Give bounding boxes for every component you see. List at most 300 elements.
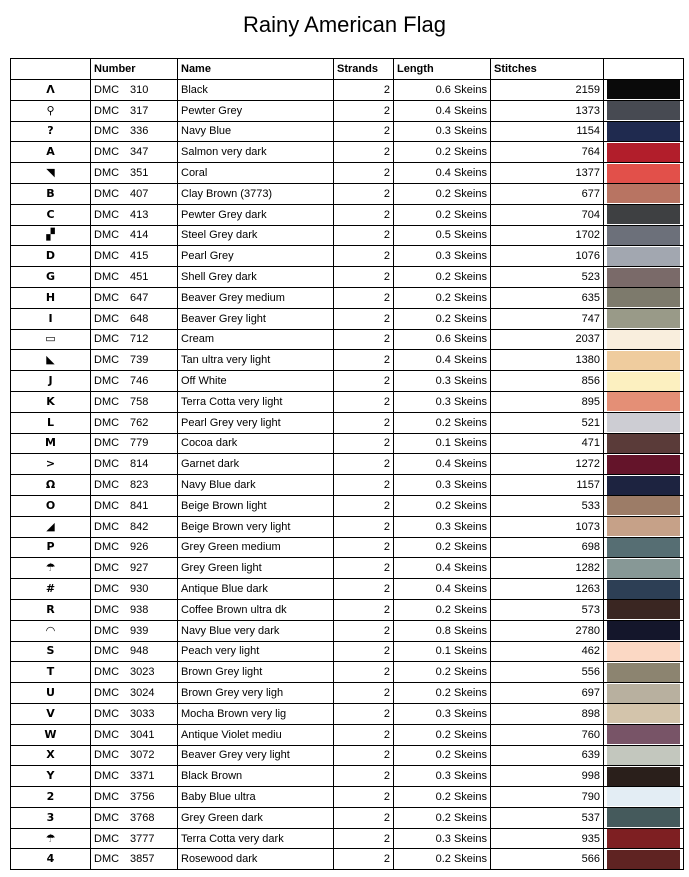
color-swatch <box>607 226 680 245</box>
floss-code: 351 <box>130 167 149 180</box>
strands-cell: 2 <box>334 683 394 704</box>
strands-cell: 2 <box>334 516 394 537</box>
stitches-cell: 677 <box>491 183 604 204</box>
brand-label: DMC <box>94 749 120 762</box>
color-swatch <box>607 205 680 224</box>
table-row <box>11 454 684 475</box>
strands-cell: 2 <box>334 391 394 412</box>
number-cell <box>91 371 178 392</box>
floss-code: 739 <box>130 354 149 367</box>
symbol-cell: P <box>11 537 91 558</box>
color-swatch-cell <box>604 807 684 828</box>
number-cell <box>91 412 178 433</box>
number-cell <box>91 204 178 225</box>
table-row <box>11 371 684 392</box>
color-swatch-cell <box>604 703 684 724</box>
stitches-cell: 895 <box>491 391 604 412</box>
name-cell: Beige Brown light <box>178 495 334 516</box>
brand-label: DMC <box>94 666 120 679</box>
brand-label: DMC <box>94 375 120 388</box>
length-cell: 0.4 Skeins <box>394 163 491 184</box>
length-cell: 0.2 Skeins <box>394 142 491 163</box>
brand-label: DMC <box>94 354 120 367</box>
length-cell: 0.3 Skeins <box>394 475 491 496</box>
number-cell <box>91 849 178 870</box>
name-cell: Cream <box>178 329 334 350</box>
color-swatch <box>607 372 680 391</box>
table-header-row <box>11 59 684 80</box>
color-swatch-cell <box>604 537 684 558</box>
brand-label: DMC <box>94 499 120 512</box>
floss-code: 3768 <box>130 811 155 824</box>
name-cell: Grey Green medium <box>178 537 334 558</box>
color-swatch-cell <box>604 142 684 163</box>
strands-cell: 2 <box>334 454 394 475</box>
number-cell <box>91 246 178 267</box>
table-row <box>11 475 684 496</box>
strands-cell: 2 <box>334 412 394 433</box>
length-cell: 0.5 Skeins <box>394 225 491 246</box>
stitches-cell: 760 <box>491 724 604 745</box>
strands-cell: 2 <box>334 558 394 579</box>
strands-cell: 2 <box>334 308 394 329</box>
floss-code: 926 <box>130 541 149 554</box>
stitches-cell: 537 <box>491 807 604 828</box>
number-cell <box>91 662 178 683</box>
symbol-cell: G <box>11 267 91 288</box>
header-strands: Strands <box>334 59 394 80</box>
color-swatch-cell <box>604 267 684 288</box>
strands-cell: 2 <box>334 121 394 142</box>
stitches-cell: 523 <box>491 267 604 288</box>
brand-label: DMC <box>94 520 120 533</box>
length-cell: 0.3 Skeins <box>394 246 491 267</box>
color-swatch <box>607 787 680 806</box>
brand-label: DMC <box>94 146 120 159</box>
color-swatch <box>607 496 680 515</box>
length-cell: 0.2 Skeins <box>394 183 491 204</box>
symbol-cell: Ω <box>11 475 91 496</box>
header-name: Name <box>178 59 334 80</box>
symbol-cell: R <box>11 599 91 620</box>
stitches-cell: 573 <box>491 599 604 620</box>
color-swatch <box>607 829 680 848</box>
length-cell: 0.3 Skeins <box>394 828 491 849</box>
number-cell <box>91 267 178 288</box>
stitches-cell: 1154 <box>491 121 604 142</box>
strands-cell: 2 <box>334 287 394 308</box>
color-swatch-cell <box>604 641 684 662</box>
name-cell: Navy Blue <box>178 121 334 142</box>
color-swatch-cell <box>604 80 684 101</box>
length-cell: 0.2 Skeins <box>394 495 491 516</box>
table-row <box>11 142 684 163</box>
number-cell <box>91 329 178 350</box>
symbol-cell: ◣ <box>11 350 91 371</box>
brand-label: DMC <box>94 790 120 803</box>
color-swatch <box>607 351 680 370</box>
length-cell: 0.4 Skeins <box>394 579 491 600</box>
stitches-cell: 1373 <box>491 100 604 121</box>
color-swatch <box>607 621 680 640</box>
floss-code: 414 <box>130 229 149 242</box>
strands-cell: 2 <box>334 329 394 350</box>
length-cell: 0.2 Skeins <box>394 537 491 558</box>
brand-label: DMC <box>94 853 120 866</box>
number-cell <box>91 766 178 787</box>
stitches-cell: 635 <box>491 287 604 308</box>
number-cell <box>91 308 178 329</box>
length-cell: 0.2 Skeins <box>394 787 491 808</box>
strands-cell: 2 <box>334 142 394 163</box>
header-number: Number <box>91 59 178 80</box>
table-row <box>11 599 684 620</box>
strands-cell: 2 <box>334 579 394 600</box>
symbol-cell: C <box>11 204 91 225</box>
floss-code: 3024 <box>130 687 155 699</box>
name-cell: Terra Cotta very light <box>178 391 334 412</box>
floss-code: 3371 <box>130 770 155 783</box>
color-swatch-cell <box>604 766 684 787</box>
brand-label: DMC <box>94 645 120 658</box>
brand-label: DMC <box>94 250 120 263</box>
stitches-cell: 533 <box>491 495 604 516</box>
name-cell: Peach very light <box>178 641 334 662</box>
name-cell: Clay Brown (3773) <box>178 183 334 204</box>
floss-code: 938 <box>130 603 149 616</box>
length-cell: 0.3 Skeins <box>394 516 491 537</box>
brand-label: DMC <box>94 271 120 284</box>
floss-code: 927 <box>130 562 149 575</box>
name-cell: Pewter Grey dark <box>178 204 334 225</box>
floss-code: 841 <box>130 499 149 512</box>
number-cell <box>91 516 178 537</box>
table-row <box>11 558 684 579</box>
stitches-cell: 935 <box>491 828 604 849</box>
name-cell: Beaver Grey very light <box>178 745 334 766</box>
table-row <box>11 641 684 662</box>
number-cell <box>91 641 178 662</box>
strands-cell: 2 <box>334 371 394 392</box>
floss-code: 3041 <box>130 728 155 741</box>
length-cell: 0.2 Skeins <box>394 204 491 225</box>
color-swatch-cell <box>604 433 684 454</box>
color-swatch-cell <box>604 516 684 537</box>
color-swatch <box>607 663 680 682</box>
floss-code: 3756 <box>130 790 155 803</box>
floss-code: 930 <box>130 583 149 596</box>
length-cell: 0.2 Skeins <box>394 745 491 766</box>
floss-code: 758 <box>130 395 149 408</box>
name-cell: Beaver Grey medium <box>178 287 334 308</box>
length-cell: 0.4 Skeins <box>394 558 491 579</box>
color-swatch <box>607 101 680 120</box>
table-row <box>11 350 684 371</box>
number-cell <box>91 433 178 454</box>
number-cell <box>91 495 178 516</box>
stitches-cell: 521 <box>491 412 604 433</box>
stitches-cell: 856 <box>491 371 604 392</box>
table-row <box>11 308 684 329</box>
symbol-cell: B <box>11 183 91 204</box>
symbol-cell: ▭ <box>11 329 91 350</box>
length-cell: 0.4 Skeins <box>394 454 491 475</box>
number-cell <box>91 287 178 308</box>
symbol-cell: ☂ <box>11 828 91 849</box>
stitches-cell: 764 <box>491 142 604 163</box>
number-cell <box>91 807 178 828</box>
color-swatch <box>607 455 680 474</box>
stitches-cell: 704 <box>491 204 604 225</box>
color-swatch-cell <box>604 724 684 745</box>
color-swatch-cell <box>604 100 684 121</box>
stitches-cell: 898 <box>491 703 604 724</box>
brand-label: DMC <box>94 562 120 575</box>
color-swatch-cell <box>604 599 684 620</box>
symbol-cell: A <box>11 142 91 163</box>
stitches-cell: 698 <box>491 537 604 558</box>
number-cell <box>91 724 178 745</box>
strands-cell: 2 <box>334 100 394 121</box>
length-cell: 0.1 Skeins <box>394 641 491 662</box>
color-swatch-cell <box>604 579 684 600</box>
length-cell: 0.2 Skeins <box>394 662 491 683</box>
name-cell: Cocoa dark <box>178 433 334 454</box>
name-cell: Salmon very dark <box>178 142 334 163</box>
strands-cell: 2 <box>334 599 394 620</box>
table-row <box>11 163 684 184</box>
length-cell: 0.2 Skeins <box>394 287 491 308</box>
brand-label: DMC <box>94 437 120 450</box>
number-cell <box>91 454 178 475</box>
table-row <box>11 662 684 683</box>
brand-label: DMC <box>94 479 120 492</box>
symbol-cell: V <box>11 703 91 724</box>
brand-label: DMC <box>94 770 120 783</box>
length-cell: 0.2 Skeins <box>394 599 491 620</box>
name-cell: Navy Blue dark <box>178 475 334 496</box>
length-cell: 0.2 Skeins <box>394 683 491 704</box>
symbol-cell: H <box>11 287 91 308</box>
length-cell: 0.8 Skeins <box>394 620 491 641</box>
brand-label: DMC <box>94 333 120 346</box>
table-row <box>11 620 684 641</box>
color-swatch <box>607 143 680 162</box>
brand-label: DMC <box>94 83 120 96</box>
brand-label: DMC <box>94 187 120 200</box>
strands-cell: 2 <box>334 537 394 558</box>
table-row <box>11 433 684 454</box>
length-cell: 0.3 Skeins <box>394 703 491 724</box>
floss-code: 814 <box>130 458 149 471</box>
number-cell <box>91 579 178 600</box>
color-swatch <box>607 767 680 786</box>
number-cell <box>91 225 178 246</box>
color-swatch <box>607 704 680 723</box>
table-row <box>11 100 684 121</box>
strands-cell: 2 <box>334 641 394 662</box>
table-row <box>11 495 684 516</box>
table-row <box>11 537 684 558</box>
strands-cell: 2 <box>334 787 394 808</box>
table-row <box>11 766 684 787</box>
color-swatch-cell <box>604 475 684 496</box>
floss-code: 746 <box>130 375 149 388</box>
brand-label: DMC <box>94 687 120 699</box>
floss-code: 415 <box>130 250 149 263</box>
brand-label: DMC <box>94 707 120 720</box>
brand-label: DMC <box>94 208 120 221</box>
floss-code: 3857 <box>130 853 155 866</box>
color-swatch-cell <box>604 121 684 142</box>
color-swatch <box>607 164 680 183</box>
name-cell: Beige Brown very light <box>178 516 334 537</box>
length-cell: 0.2 Skeins <box>394 807 491 828</box>
stitches-cell: 2780 <box>491 620 604 641</box>
header-symbol <box>11 59 91 80</box>
color-swatch <box>607 642 680 661</box>
brand-label: DMC <box>94 167 120 180</box>
floss-code: 939 <box>130 624 149 637</box>
color-swatch-cell <box>604 329 684 350</box>
name-cell: Terra Cotta very dark <box>178 828 334 849</box>
table-row <box>11 828 684 849</box>
color-swatch-cell <box>604 828 684 849</box>
number-cell <box>91 100 178 121</box>
name-cell: Steel Grey dark <box>178 225 334 246</box>
number-cell <box>91 599 178 620</box>
stitches-cell: 790 <box>491 787 604 808</box>
symbol-cell: O <box>11 495 91 516</box>
color-swatch <box>607 559 680 578</box>
stitches-cell: 998 <box>491 766 604 787</box>
floss-legend-table <box>10 58 684 870</box>
number-cell <box>91 350 178 371</box>
color-swatch <box>607 684 680 703</box>
strands-cell: 2 <box>334 183 394 204</box>
color-swatch-cell <box>604 662 684 683</box>
color-swatch <box>607 392 680 411</box>
floss-code: 762 <box>130 416 149 429</box>
symbol-cell: ☂ <box>11 558 91 579</box>
color-swatch <box>607 600 680 619</box>
color-swatch <box>607 122 680 141</box>
color-swatch <box>607 309 680 328</box>
color-swatch <box>607 580 680 599</box>
length-cell: 0.3 Skeins <box>394 371 491 392</box>
strands-cell: 2 <box>334 433 394 454</box>
color-swatch-cell <box>604 287 684 308</box>
symbol-cell: > <box>11 454 91 475</box>
floss-code: 3072 <box>130 749 155 762</box>
stitches-cell: 2159 <box>491 80 604 101</box>
symbol-cell: Λ <box>11 80 91 101</box>
name-cell: Rosewood dark <box>178 849 334 870</box>
strands-cell: 2 <box>334 807 394 828</box>
name-cell: Grey Green dark <box>178 807 334 828</box>
color-swatch <box>607 80 680 99</box>
floss-code: 310 <box>130 83 149 96</box>
name-cell: Grey Green light <box>178 558 334 579</box>
color-swatch-cell <box>604 412 684 433</box>
name-cell: Navy Blue very dark <box>178 620 334 641</box>
number-cell <box>91 703 178 724</box>
color-swatch-cell <box>604 683 684 704</box>
symbol-cell: 2 <box>11 787 91 808</box>
name-cell: Black Brown <box>178 766 334 787</box>
length-cell: 0.2 Skeins <box>394 267 491 288</box>
number-cell <box>91 620 178 641</box>
floss-code: 317 <box>130 104 149 117</box>
symbol-cell: 4 <box>11 849 91 870</box>
strands-cell: 2 <box>334 163 394 184</box>
table-row <box>11 579 684 600</box>
length-cell: 0.2 Skeins <box>394 308 491 329</box>
symbol-cell: ◢ <box>11 516 91 537</box>
brand-label: DMC <box>94 583 120 596</box>
number-cell <box>91 391 178 412</box>
table-row <box>11 267 684 288</box>
header-color <box>604 59 684 80</box>
color-swatch <box>607 247 680 266</box>
number-cell <box>91 683 178 704</box>
brand-label: DMC <box>94 624 120 637</box>
number-cell <box>91 475 178 496</box>
color-swatch-cell <box>604 371 684 392</box>
strands-cell: 2 <box>334 204 394 225</box>
name-cell: Baby Blue ultra <box>178 787 334 808</box>
strands-cell: 2 <box>334 495 394 516</box>
strands-cell: 2 <box>334 724 394 745</box>
strands-cell: 2 <box>334 620 394 641</box>
floss-code: 712 <box>130 333 149 346</box>
floss-code: 779 <box>130 437 149 450</box>
color-swatch-cell <box>604 745 684 766</box>
color-swatch <box>607 330 680 349</box>
length-cell: 0.3 Skeins <box>394 391 491 412</box>
stitches-cell: 639 <box>491 745 604 766</box>
table-row <box>11 246 684 267</box>
strands-cell: 2 <box>334 350 394 371</box>
length-cell: 0.1 Skeins <box>394 433 491 454</box>
symbol-cell: ◥ <box>11 163 91 184</box>
table-row <box>11 225 684 246</box>
symbol-cell: U <box>11 683 91 704</box>
brand-label: DMC <box>94 541 120 554</box>
color-swatch-cell <box>604 246 684 267</box>
table-row <box>11 703 684 724</box>
color-swatch-cell <box>604 350 684 371</box>
floss-code: 842 <box>130 520 149 533</box>
color-swatch <box>607 746 680 765</box>
brand-label: DMC <box>94 728 120 741</box>
color-swatch <box>607 268 680 287</box>
table-row <box>11 391 684 412</box>
color-swatch-cell <box>604 225 684 246</box>
stitches-cell: 2037 <box>491 329 604 350</box>
stitches-cell: 556 <box>491 662 604 683</box>
symbol-cell: J <box>11 371 91 392</box>
brand-label: DMC <box>94 416 120 429</box>
floss-code: 823 <box>130 479 149 492</box>
number-cell <box>91 163 178 184</box>
name-cell: Coral <box>178 163 334 184</box>
symbol-cell: ▞ <box>11 225 91 246</box>
symbol-cell: ⚲ <box>11 100 91 121</box>
color-swatch <box>607 725 680 744</box>
symbol-cell: 3 <box>11 807 91 828</box>
table-row <box>11 287 684 308</box>
